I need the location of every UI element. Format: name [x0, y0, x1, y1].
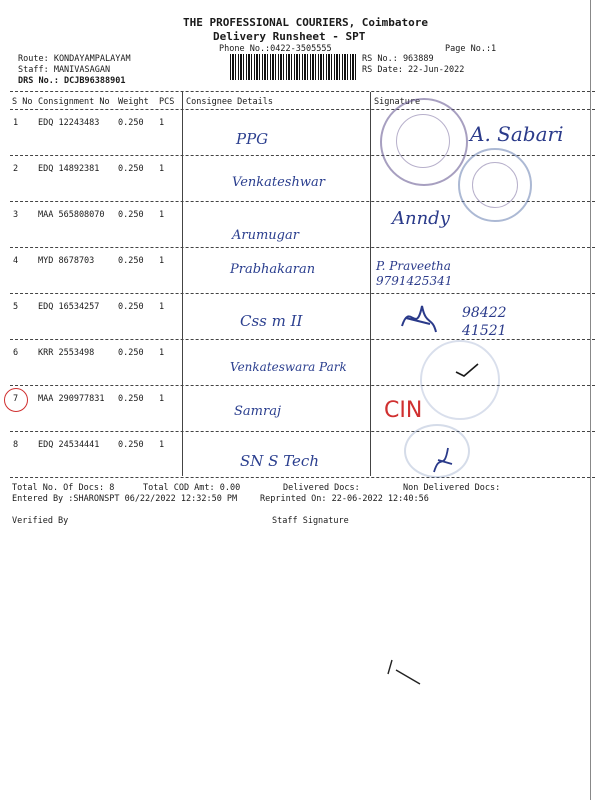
seal-stamp — [420, 340, 500, 420]
row-sno: 4 — [13, 256, 19, 266]
row-pcs: 1 — [159, 118, 165, 128]
staff: Staff: MANIVASAGAN — [18, 65, 111, 75]
row-consignment: KRR 2553498 — [38, 348, 95, 358]
table-top-rule — [10, 91, 595, 92]
row-sno: 2 — [13, 164, 19, 174]
rs-date: RS Date: 22-Jun-2022 — [362, 65, 465, 75]
col-pcs: PCS — [159, 97, 175, 107]
row-consignee: Venkateshwar — [232, 175, 325, 190]
row-consignee: Samraj — [234, 404, 281, 419]
page-number: Page No.:1 — [445, 44, 497, 54]
row-sno: 6 — [13, 348, 19, 358]
row-rule — [10, 293, 595, 294]
non-delivered-docs: Non Delivered Docs: — [403, 483, 501, 493]
row-sno: 3 — [13, 210, 19, 220]
row-weight: 0.250 — [118, 348, 144, 358]
row-signature: Anndy — [392, 208, 450, 229]
barcode — [230, 54, 356, 80]
verified-by: Verified By — [12, 516, 69, 526]
row-weight: 0.250 — [118, 440, 144, 450]
row-signature: CIN — [384, 398, 423, 423]
row-weight: 0.250 — [118, 302, 144, 312]
row-rule — [10, 431, 595, 432]
row-consignment: MAA 290977831 — [38, 394, 105, 404]
row-consignee: Arumugar — [232, 228, 299, 243]
document-title: Delivery Runsheet - SPT — [213, 30, 366, 43]
staff-signature: Staff Signature — [272, 516, 349, 526]
seal-stamp — [404, 424, 470, 478]
table-header-rule — [10, 109, 595, 110]
row-consignment: EDQ 14892381 — [38, 164, 100, 174]
row-weight: 0.250 — [118, 394, 144, 404]
delivered-docs: Delivered Docs: — [283, 483, 360, 493]
row-consignee: Css m II — [240, 312, 303, 330]
row-pcs: 1 — [159, 256, 165, 266]
phone-number: Phone No.:0422-3505555 — [219, 44, 332, 54]
row-consignee: SN S Tech — [240, 452, 319, 470]
row-weight: 0.250 — [118, 164, 144, 174]
consignee-column-line — [182, 92, 183, 476]
reprinted-on: Reprinted On: 22-06-2022 12:40:56 — [260, 494, 429, 504]
row-rule — [10, 385, 595, 386]
row-signature: P. Praveetha 9791425341 — [376, 259, 453, 288]
route: Route: KONDAYAMPALAYAM — [18, 54, 131, 64]
row-consignee: PPG — [236, 130, 269, 148]
row-sno: 5 — [13, 302, 19, 312]
row-consignment: EDQ 12243483 — [38, 118, 100, 128]
total-cod: Total COD Amt: 0.00 — [143, 483, 241, 493]
row-signature: 98422 41521 — [462, 305, 507, 339]
drs-number: DRS No.: DCJB96388901 — [18, 76, 126, 86]
pen-mark — [386, 656, 426, 686]
rs-number: RS No.: 963889 — [362, 54, 434, 64]
row-consignment: MYD 8678703 — [38, 256, 95, 266]
row-signature: A. Sabari — [470, 122, 564, 146]
col-sno: S No — [12, 97, 33, 107]
row-weight: 0.250 — [118, 210, 144, 220]
col-consignee: Consignee Details — [186, 97, 273, 107]
row-weight: 0.250 — [118, 118, 144, 128]
row-pcs: 1 — [159, 210, 165, 220]
seal-stamp — [380, 98, 468, 186]
seal-stamp — [458, 148, 532, 222]
row-sno: 1 — [13, 118, 19, 128]
col-weight: Weight — [118, 97, 149, 107]
row-pcs: 1 — [159, 394, 165, 404]
row-consignee: Venkateswara Park — [230, 360, 347, 374]
row-consignment: EDQ 24534441 — [38, 440, 100, 450]
company-name: THE PROFESSIONAL COURIERS, Coimbatore — [183, 16, 429, 29]
signature-scribble — [392, 296, 442, 340]
signature-column-line — [370, 92, 371, 476]
total-docs: Total No. Of Docs: 8 — [12, 483, 115, 493]
row-consignee: Prabhakaran — [230, 262, 316, 277]
row-weight: 0.250 — [118, 256, 144, 266]
entered-by: Entered By :SHARONSPT 06/22/2022 12:32:50 PM — [12, 494, 238, 504]
row-rule — [10, 247, 595, 248]
col-consignment: Consignment No — [38, 97, 110, 107]
row-pcs: 1 — [159, 302, 165, 312]
row-pcs: 1 — [159, 348, 165, 358]
row-consignment: EDQ 16534257 — [38, 302, 100, 312]
page-edge — [590, 0, 591, 800]
row-pcs: 1 — [159, 164, 165, 174]
row-pcs: 1 — [159, 440, 165, 450]
col-signature: Signature — [374, 97, 421, 107]
row-sno: 8 — [13, 440, 19, 450]
row-sno: 7 — [13, 394, 19, 404]
table-bottom-rule — [10, 477, 595, 478]
row-consignment: MAA 565808070 — [38, 210, 105, 220]
